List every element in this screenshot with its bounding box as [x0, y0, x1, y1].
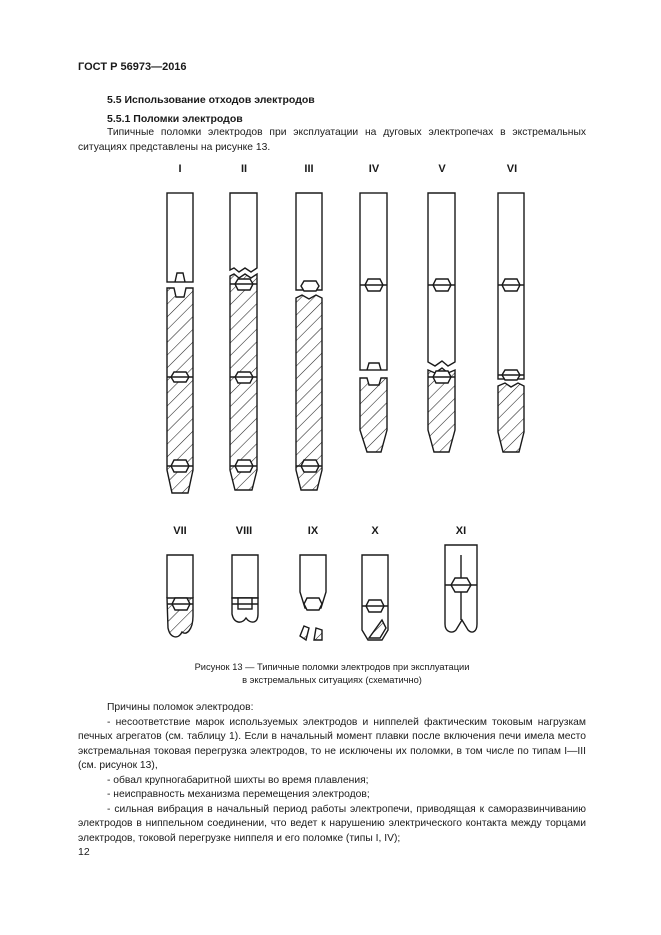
- paragraph-cause-grade-mismatch: - несоответствие марок используемых электродов и ниппелей фактическим токовым нагрузкам печных агрегатов (см. таблицу 1). Если в начальный момент плавки после включения печи имела место экстремальная токовая перегрузка электродов, то не исключены их поломки, в том числе по типам I—III (см. рисунок 13),: [78, 716, 586, 771]
- section-title: 5.5 Использование отходов электродов: [107, 94, 315, 106]
- label-type-iii: III: [304, 163, 314, 175]
- figure-13-electrode-breakages: [78, 155, 586, 655]
- body-text: [78, 701, 586, 846]
- label-type-ix: IX: [307, 525, 319, 537]
- caption-line-1: Рисунок 13 — Типичные поломки электродов при эксплуатации: [194, 662, 470, 672]
- paragraph-cause-charge-collapse: - обвал крупногабаритной шихты во время плавления;: [107, 774, 369, 786]
- label-type-ii: II: [240, 163, 248, 175]
- page-number: 12: [78, 846, 90, 858]
- electrode-type-x: [362, 555, 388, 640]
- electrode-type-ii: [230, 193, 257, 490]
- figure-caption: [78, 661, 586, 686]
- paragraph-cause-mechanism-fault: - неисправность механизма перемещения электродов;: [107, 789, 370, 800]
- label-type-vi: VI: [506, 163, 518, 175]
- electrode-type-i: [167, 193, 193, 493]
- label-type-v: V: [438, 163, 446, 175]
- electrode-type-vii: [167, 555, 193, 637]
- label-type-i: I: [178, 163, 182, 175]
- label-type-vii: VII: [173, 525, 187, 537]
- electrode-type-iv: [360, 193, 387, 452]
- electrode-type-iii: [296, 193, 322, 490]
- label-type-iv: IV: [368, 163, 380, 175]
- label-type-xi: XI: [455, 525, 467, 537]
- paragraph-causes-heading: Причины поломок электродов:: [107, 702, 254, 713]
- electrode-type-xi: [445, 545, 477, 632]
- paragraph-cause-vibration: - сильная вибрация в начальный период работы электропечи, приводящая к саморазвинчиванию электродов в ниппельном соединении, что ведет к нарушению электрического контакта между торцами электродов, токовой перегрузке ниппеля и его поломке (типы I, IV);: [78, 803, 586, 844]
- intro-paragraph: Типичные поломки электродов при эксплуатации на дуговых электропечах в экстремальных ситуациях представлены на рисунке 13.: [78, 127, 586, 153]
- electrode-type-viii: [232, 555, 258, 622]
- caption-line-2: в экстремальных ситуациях (схематично): [242, 674, 422, 685]
- document-code: ГОСТ Р 56973—2016: [78, 61, 187, 73]
- electrode-type-vi: [498, 193, 524, 452]
- subsection-title: 5.5.1 Поломки электродов: [107, 113, 243, 125]
- label-type-x: X: [371, 525, 379, 537]
- electrode-type-ix: [300, 555, 326, 640]
- label-type-viii: VIII: [235, 525, 253, 537]
- electrode-type-v: [428, 193, 455, 452]
